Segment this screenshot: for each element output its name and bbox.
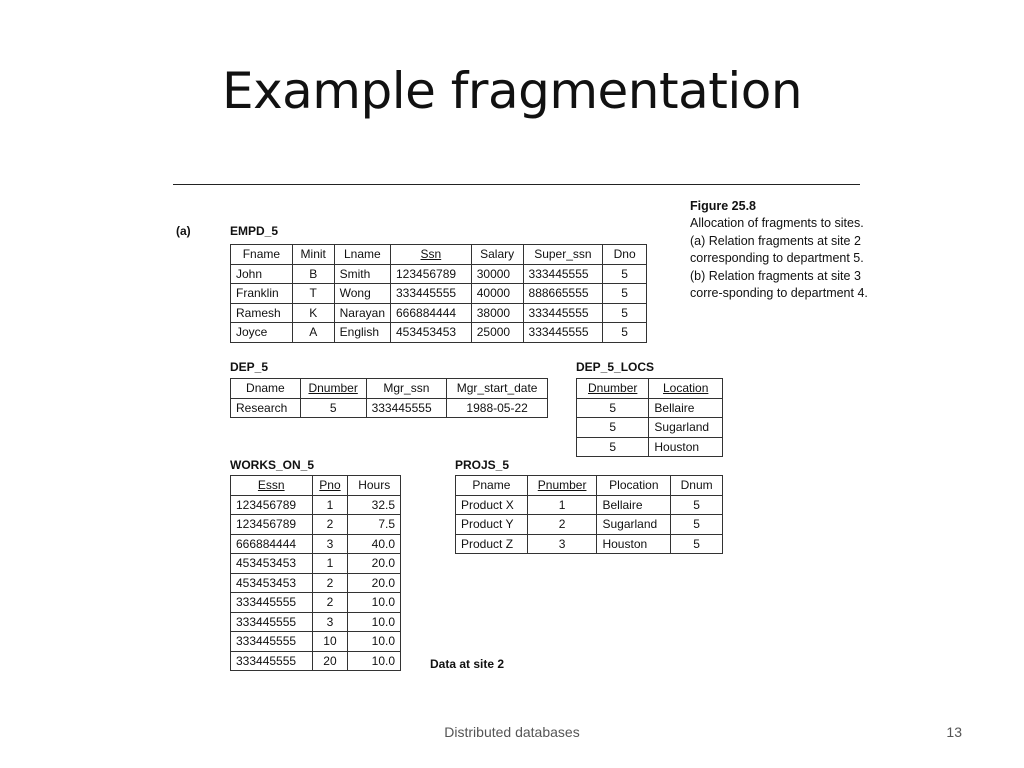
- table-cell: 10: [312, 632, 348, 652]
- column-header: Dnumber: [300, 379, 366, 399]
- table-row: [231, 632, 401, 652]
- table-title-dep5-locs: DEP_5_LOCS: [576, 360, 655, 374]
- table-cell: 5: [577, 398, 649, 418]
- table-row: [231, 264, 647, 284]
- table-row: [231, 612, 401, 632]
- table-cell: 5: [603, 284, 647, 304]
- table-row: [231, 495, 401, 515]
- table-works-on5: [230, 475, 401, 671]
- column-header: Pno: [312, 476, 348, 496]
- table-cell: 888665555: [523, 284, 603, 304]
- table-row: [231, 398, 548, 418]
- table-cell: Research: [231, 398, 301, 418]
- column-header: Lname: [334, 245, 390, 265]
- table-cell: 3: [312, 612, 348, 632]
- table-cell: 3: [312, 534, 348, 554]
- footer-text: Distributed databases: [444, 724, 580, 740]
- figure-title: Figure 25.8: [690, 199, 756, 213]
- table-cell: 333445555: [231, 612, 313, 632]
- table-cell: B: [292, 264, 334, 284]
- table-title-projs5: PROJS_5: [455, 458, 510, 472]
- table-row: [231, 323, 647, 343]
- column-header: Essn: [231, 476, 313, 496]
- column-header: Pname: [456, 476, 528, 496]
- table-cell: 333445555: [523, 264, 603, 284]
- table-cell: Bellaire: [649, 398, 723, 418]
- table-cell: Product Z: [456, 534, 528, 554]
- table-cell: 40.0: [348, 534, 401, 554]
- column-header: Plocation: [597, 476, 671, 496]
- data-site-label: Data at site 2: [430, 657, 505, 671]
- table-cell: 5: [577, 437, 649, 457]
- table-title-works-on5: WORKS_ON_5: [230, 458, 315, 472]
- table-empd5: [230, 244, 647, 343]
- table-cell: 2: [312, 573, 348, 593]
- column-header: Pnumber: [527, 476, 597, 496]
- table-cell: 25000: [471, 323, 523, 343]
- table-cell: John: [231, 264, 293, 284]
- table-cell: 333445555: [366, 398, 447, 418]
- table-cell: Houston: [597, 534, 671, 554]
- table-cell: 10.0: [348, 651, 401, 671]
- column-header: Minit: [292, 245, 334, 265]
- table-cell: 5: [671, 534, 723, 554]
- table-cell: 5: [577, 418, 649, 438]
- column-header: Hours: [348, 476, 401, 496]
- table-row: [231, 593, 401, 613]
- table-cell: 5: [603, 264, 647, 284]
- table-cell: 2: [527, 515, 597, 535]
- table-cell: Bellaire: [597, 495, 671, 515]
- table-cell: 5: [671, 495, 723, 515]
- table-row: [231, 651, 401, 671]
- table-row: [231, 554, 401, 574]
- table-cell: 5: [603, 303, 647, 323]
- table-row: [577, 437, 723, 457]
- column-header: Super_ssn: [523, 245, 603, 265]
- table-cell: 1: [527, 495, 597, 515]
- table-cell: 333445555: [523, 303, 603, 323]
- top-divider: [173, 184, 860, 185]
- table-cell: 1988-05-22: [447, 398, 548, 418]
- figure-part-label: (a): [176, 224, 191, 238]
- table-cell: 5: [603, 323, 647, 343]
- table-cell: 1: [312, 495, 348, 515]
- table-title-dep5: DEP_5: [230, 360, 269, 374]
- table-row: [456, 515, 723, 535]
- table-row: [231, 573, 401, 593]
- table-cell: 333445555: [391, 284, 472, 304]
- table-cell: 2: [312, 515, 348, 535]
- table-row: [456, 534, 723, 554]
- table-cell: 333445555: [231, 632, 313, 652]
- table-header-row: [231, 476, 401, 496]
- table-row: [577, 398, 723, 418]
- table-cell: 30000: [471, 264, 523, 284]
- table-row: [231, 515, 401, 535]
- table-cell: 453453453: [231, 573, 313, 593]
- table-cell: 5: [671, 515, 723, 535]
- table-cell: Narayan: [334, 303, 390, 323]
- table-cell: 123456789: [231, 515, 313, 535]
- table-cell: Wong: [334, 284, 390, 304]
- table-cell: 10.0: [348, 593, 401, 613]
- table-cell: Ramesh: [231, 303, 293, 323]
- column-header: Ssn: [391, 245, 472, 265]
- column-header: Dname: [231, 379, 301, 399]
- table-cell: Joyce: [231, 323, 293, 343]
- table-dep5: [230, 378, 548, 418]
- table-header-row: [456, 476, 723, 496]
- table-cell: 123456789: [391, 264, 472, 284]
- slide-title: Example fragmentation: [221, 62, 803, 120]
- table-cell: Sugarland: [649, 418, 723, 438]
- table-header-row: [577, 379, 723, 399]
- table-dep5-locs: [576, 378, 723, 457]
- table-title-empd5: EMPD_5: [230, 224, 279, 238]
- column-header: Dnum: [671, 476, 723, 496]
- table-row: [231, 303, 647, 323]
- table-cell: Sugarland: [597, 515, 671, 535]
- table-cell: 5: [300, 398, 366, 418]
- table-row: [456, 495, 723, 515]
- table-cell: 20.0: [348, 554, 401, 574]
- table-header-row: [231, 245, 647, 265]
- table-cell: 40000: [471, 284, 523, 304]
- column-header: Dno: [603, 245, 647, 265]
- column-header: Fname: [231, 245, 293, 265]
- table-cell: 123456789: [231, 495, 313, 515]
- table-cell: 453453453: [231, 554, 313, 574]
- table-cell: 32.5: [348, 495, 401, 515]
- table-cell: T: [292, 284, 334, 304]
- column-header: Location: [649, 379, 723, 399]
- table-cell: 10.0: [348, 632, 401, 652]
- table-cell: 1: [312, 554, 348, 574]
- table-cell: Product X: [456, 495, 528, 515]
- column-header: Mgr_ssn: [366, 379, 447, 399]
- figure-caption: Allocation of fragments to sites. (a) Relation fragments at site 2 corresponding to department 5. (b) Relation fragments at site 3 corre-sponding to department 4.: [690, 216, 868, 300]
- table-cell: Houston: [649, 437, 723, 457]
- table-cell: 333445555: [231, 651, 313, 671]
- table-cell: 2: [312, 593, 348, 613]
- table-cell: 453453453: [391, 323, 472, 343]
- table-cell: 666884444: [391, 303, 472, 323]
- table-cell: English: [334, 323, 390, 343]
- page-number: 13: [946, 724, 962, 740]
- table-cell: 38000: [471, 303, 523, 323]
- table-cell: 3: [527, 534, 597, 554]
- table-row: [231, 284, 647, 304]
- table-row: [231, 534, 401, 554]
- table-projs5: [455, 475, 723, 554]
- table-cell: A: [292, 323, 334, 343]
- table-cell: 333445555: [231, 593, 313, 613]
- table-row: [577, 418, 723, 438]
- column-header: Salary: [471, 245, 523, 265]
- table-header-row: [231, 379, 548, 399]
- table-cell: 20.0: [348, 573, 401, 593]
- table-cell: 666884444: [231, 534, 313, 554]
- table-cell: 7.5: [348, 515, 401, 535]
- table-cell: 20: [312, 651, 348, 671]
- table-cell: Product Y: [456, 515, 528, 535]
- column-header: Dnumber: [577, 379, 649, 399]
- table-cell: 333445555: [523, 323, 603, 343]
- column-header: Mgr_start_date: [447, 379, 548, 399]
- table-cell: K: [292, 303, 334, 323]
- table-cell: 10.0: [348, 612, 401, 632]
- table-cell: Franklin: [231, 284, 293, 304]
- table-cell: Smith: [334, 264, 390, 284]
